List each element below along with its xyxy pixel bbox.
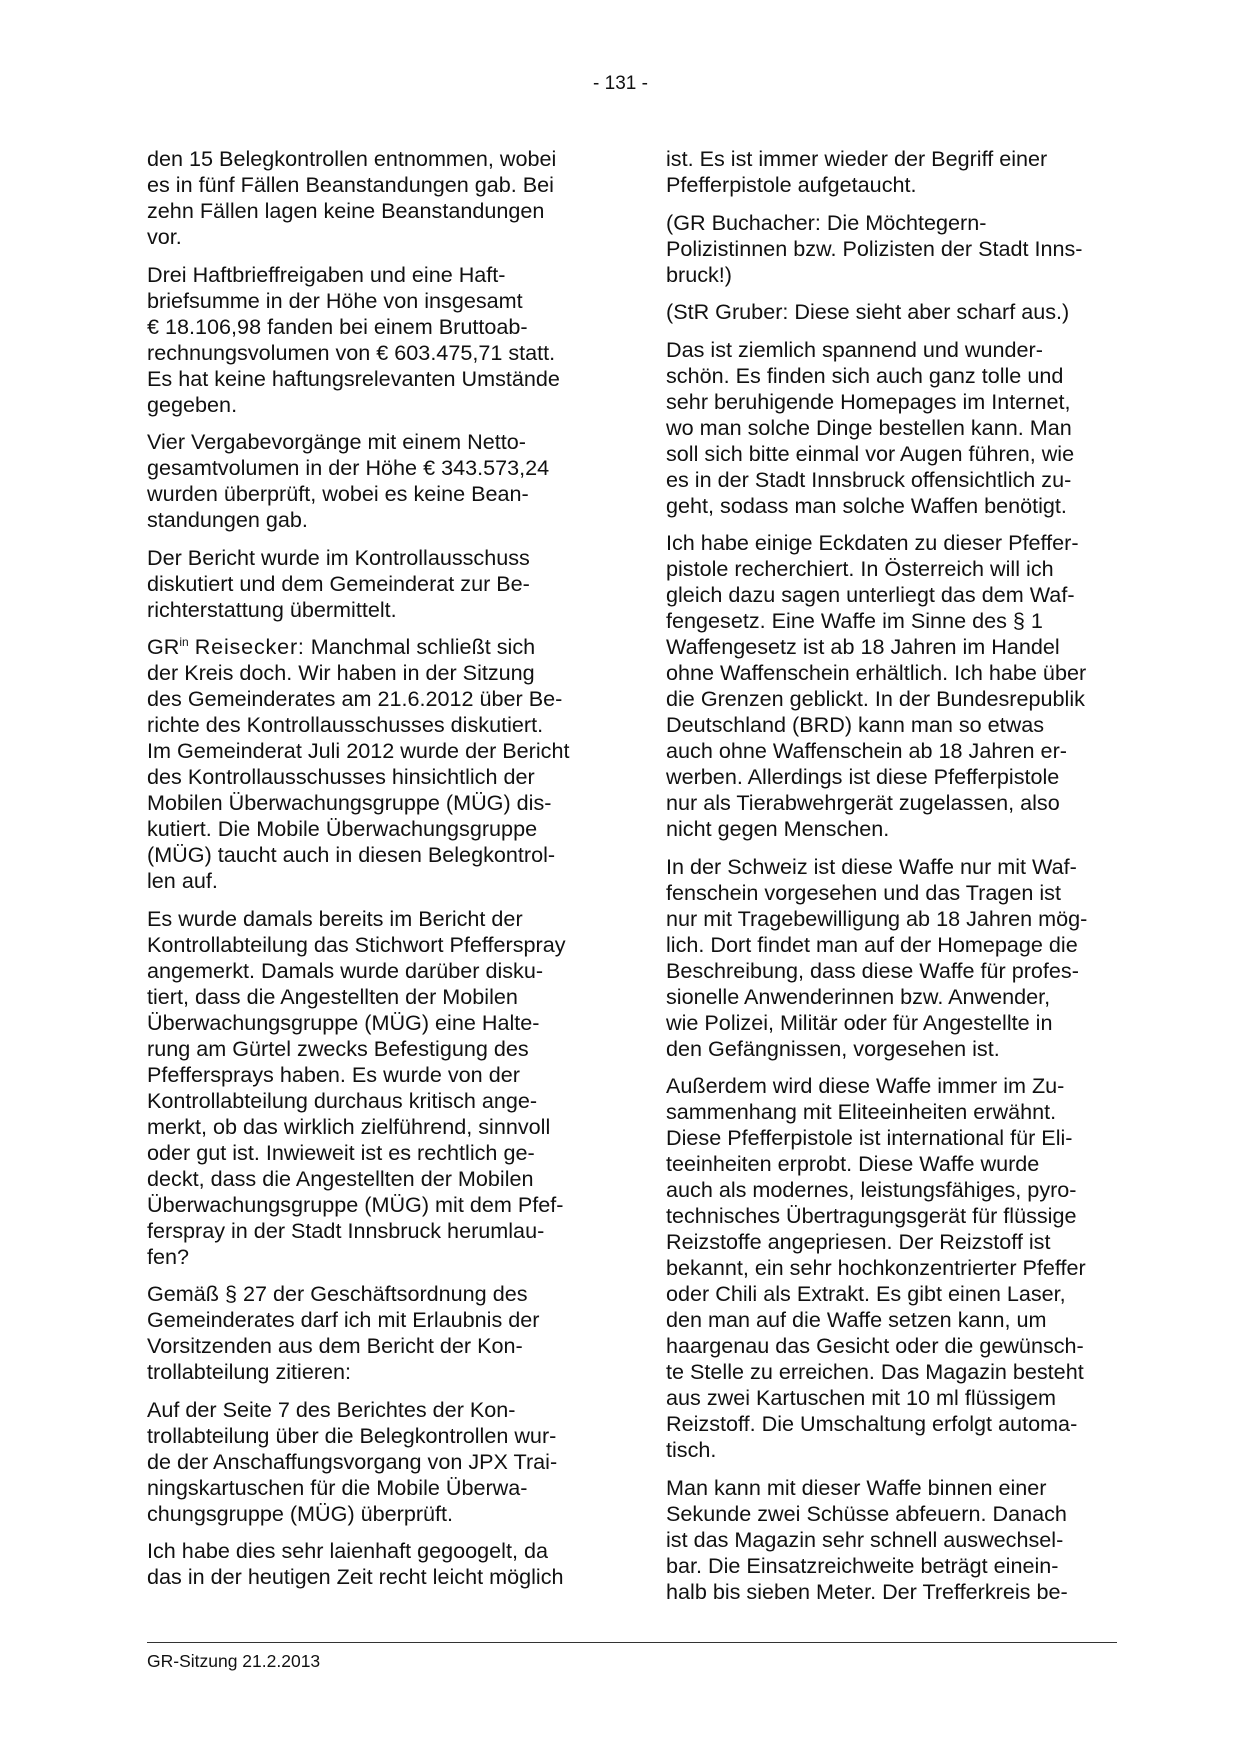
text-line: ferspray in der Stadt Innsbruck herumlau- <box>147 1217 545 1243</box>
paragraph <box>666 1073 1126 1463</box>
text-line: gleich dazu sagen unterliegt das dem Waf- <box>666 582 1075 607</box>
text-line: auch als modernes, leistungsfähiges, pyro- <box>666 1177 1077 1202</box>
text-line: bekannt, ein sehr hochkonzentrierter Pfeffer <box>666 1255 1086 1280</box>
text-line: tisch. <box>666 1437 717 1462</box>
text-line: des Gemeinderates am 21.6.2012 über Be- <box>147 686 563 711</box>
text-line: wie Polizei, Militär oder für Angestellte in <box>666 1009 1053 1035</box>
text-line: schön. Es finden sich auch ganz tolle und <box>666 362 1064 388</box>
text-line: haargenau das Gesicht oder die gewünsch- <box>666 1333 1084 1358</box>
text-line: wo man solche Dinge bestellen kann. Man <box>666 414 1072 440</box>
interjection-paragraph <box>666 210 1126 288</box>
paragraph <box>666 337 1126 519</box>
text-line: Diese Pfefferpistole ist international für Eli- <box>666 1125 1073 1150</box>
text-line: (GR Buchacher: Die Möchtegern- <box>666 209 987 235</box>
text-line: Kontrollabteilung durchaus kritisch ange- <box>147 1087 538 1113</box>
text-line: Sekunde zwei Schüsse abfeuern. Danach <box>666 1500 1067 1526</box>
text-line: fenschein vorgesehen und das Tragen ist <box>666 879 1061 905</box>
text-line: soll sich bitte einmal vor Augen führen, wie <box>666 440 1075 466</box>
text-line: Der Bericht wurde im Kontrollausschuss <box>147 544 530 570</box>
speaker-line <box>147 634 607 660</box>
text-line: rechnungsvolumen von € 603.475,71 statt. <box>147 339 556 365</box>
text-line: Vorsitzenden aus dem Bericht der Kon- <box>147 1333 523 1358</box>
text-line: ist das Magazin sehr schnell auswechsel- <box>666 1526 1064 1552</box>
text-line: Reizstoffe angepriesen. Der Reizstoff ist <box>666 1229 1051 1254</box>
text-line: den 15 Belegkontrollen entnommen, wobei <box>147 146 557 171</box>
text-line: ohne Waffenschein erhältlich. Ich habe über <box>666 660 1087 685</box>
text-line: sammenhang mit Eliteeinheiten erwähnt. <box>666 1099 1057 1124</box>
paragraph <box>147 1397 607 1527</box>
paragraph <box>147 545 607 623</box>
text-line: Auf der Seite 7 des Berichtes der Kon- <box>147 1396 516 1422</box>
text-line: die Grenzen geblickt. In der Bundesrepublik <box>666 686 1085 711</box>
right-column <box>666 146 1126 1616</box>
text-line: bruck!) <box>666 261 732 287</box>
text-line: In der Schweiz ist diese Waffe nur mit Waf- <box>666 853 1077 879</box>
text-line: es in der Stadt Innsbruck offensichtlich zu- <box>666 466 1072 492</box>
text-line: angemerkt. Damals wurde darüber disku- <box>147 957 544 983</box>
left-column <box>147 146 607 1602</box>
text-line: werben. Allerdings ist diese Pfefferpistole <box>666 764 1060 789</box>
footer-divider <box>147 1642 1117 1643</box>
paragraph <box>147 429 607 533</box>
text-line: € 18.106,98 fanden bei einem Bruttoab- <box>147 313 528 339</box>
text-line: trollabteilung zitieren: <box>147 1359 352 1384</box>
text-line: Polizistinnen bzw. Polizisten der Stadt Inns- <box>666 235 1083 261</box>
text-line: oder Chili als Extrakt. Es gibt einen Laser, <box>666 1281 1066 1306</box>
text-line: te Stelle zu erreichen. Das Magazin besteht <box>666 1359 1084 1384</box>
text-line: auch ohne Waffenschein ab 18 Jahren er- <box>666 738 1067 763</box>
text-line: zehn Fällen lagen keine Beanstandungen <box>147 198 545 223</box>
text-line: Das ist ziemlich spannend und wunder- <box>666 336 1043 362</box>
text-line: aus zwei Kartuschen mit 10 ml flüssigem <box>666 1385 1057 1410</box>
text-line: Im Gemeinderat Juli 2012 wurde der Bericht <box>147 738 570 763</box>
text-line: len auf. <box>147 868 218 893</box>
text-line: wurden überprüft, wobei es keine Bean- <box>147 481 529 506</box>
text-line: vor. <box>147 224 182 249</box>
text-line: Vier Vergabevorgänge mit einem Netto- <box>147 429 526 454</box>
text-line: den Gefängnissen, vorgesehen ist. <box>666 1035 1000 1061</box>
text-line: de der Anschaffungsvorgang von JPX Trai- <box>147 1448 558 1474</box>
text-line: lich. Dort findet man auf der Homepage die <box>666 931 1078 957</box>
speaker-name: Reisecker: <box>194 634 305 659</box>
footer-session-label: GR-Sitzung 21.2.2013 <box>147 1651 321 1671</box>
text-line: sionelle Anwenderinnen bzw. Anwender, <box>666 983 1051 1009</box>
text-line: Mobilen Überwachungsgruppe (MÜG) dis- <box>147 790 552 815</box>
text-line: Überwachungsgruppe (MÜG) mit dem Pfef- <box>147 1191 564 1217</box>
text-line: standungen gab. <box>147 507 308 532</box>
text-line: richterstattung übermittelt. <box>147 596 397 622</box>
paragraph <box>147 262 607 418</box>
text-line: bar. Die Einsatzreichweite beträgt einein- <box>666 1552 1059 1578</box>
text-line: rung am Gürtel zwecks Befestigung des <box>147 1035 529 1061</box>
text-line: es in fünf Fällen Beanstandungen gab. Bei <box>147 172 554 197</box>
text-line: Überwachungsgruppe (MÜG) eine Halte- <box>147 1009 540 1035</box>
text-line: gesamtvolumen in der Höhe € 343.573,24 <box>147 455 550 480</box>
text-line: (StR Gruber: Diese sieht aber scharf aus.) <box>666 299 1070 324</box>
text-line: fen? <box>147 1243 190 1269</box>
paragraph <box>666 1475 1126 1605</box>
text-line: Reizstoff. Die Umschaltung erfolgt automa- <box>666 1411 1078 1436</box>
speaker-paragraph <box>147 634 607 894</box>
text-line: briefsumme in der Höhe von insgesamt <box>147 287 523 313</box>
text-line: der Kreis doch. Wir haben in der Sitzung <box>147 660 535 685</box>
text-line: Gemeinderates darf ich mit Erlaubnis der <box>147 1307 540 1332</box>
paragraph <box>147 1538 607 1590</box>
paragraph <box>666 854 1126 1062</box>
page-number: - 131 - <box>593 73 648 94</box>
text-line: sehr beruhigende Homepages im Internet, <box>666 388 1071 414</box>
text-line: Beschreibung, dass diese Waffe für profes- <box>666 957 1079 983</box>
text-line: merkt, ob das wirklich zielführend, sinnvoll <box>147 1113 551 1139</box>
text-line: ningskartuschen für die Mobile Überwa- <box>147 1474 528 1500</box>
text-line: nur als Tierabwehrgerät zugelassen, also <box>666 790 1060 815</box>
text-line: gegeben. <box>147 391 238 417</box>
text-line: deckt, dass die Angestellten der Mobilen <box>147 1165 534 1191</box>
text-line: kutiert. Die Mobile Überwachungsgruppe <box>147 816 538 841</box>
text-line: Ich habe einige Eckdaten zu dieser Pfeffer- <box>666 530 1079 555</box>
text-line: ist. Es ist immer wieder der Begriff einer <box>666 146 1048 171</box>
text-line: des Kontrollausschusses hinsichtlich der <box>147 764 535 789</box>
paragraph <box>147 146 607 250</box>
text-line: Es hat keine haftungsrelevanten Umstände <box>147 365 560 391</box>
text-line: Außerdem wird diese Waffe immer im Zu- <box>666 1073 1065 1098</box>
text-line: pistole recherchiert. In Österreich will ich <box>666 556 1054 581</box>
text-line: Kontrollabteilung das Stichwort Pfefferspray <box>147 931 566 957</box>
text-line: oder gut ist. Inwieweit ist es rechtlich ge- <box>147 1139 535 1165</box>
text-line: technisches Übertragungsgerät für flüssige <box>666 1203 1077 1228</box>
text-line: tiert, dass die Angestellten der Mobilen <box>147 983 518 1009</box>
text-line: das in der heutigen Zeit recht leicht möglich <box>147 1564 564 1589</box>
text-line: trollabteilung über die Belegkontrollen wur- <box>147 1422 557 1448</box>
text-line: nur mit Tragebewilligung ab 18 Jahren mög- <box>666 905 1088 931</box>
speaker-prefix: GR <box>147 634 180 659</box>
text-line: geht, sodass man solche Waffen benötigt. <box>666 492 1067 518</box>
text-line: Es wurde damals bereits im Bericht der <box>147 905 523 931</box>
text-line: Man kann mit dieser Waffe binnen einer <box>666 1474 1047 1500</box>
paragraph <box>147 906 607 1270</box>
paragraph <box>666 146 1126 198</box>
text-line: den man auf die Waffe setzen kann, um <box>666 1307 1047 1332</box>
text-line: Drei Haftbrieffreigaben und eine Haft- <box>147 261 506 287</box>
text-line: Waffengesetz ist ab 18 Jahren im Handel <box>666 634 1060 659</box>
text-line: teeinheiten erprobt. Diese Waffe wurde <box>666 1151 1040 1176</box>
speaker-suffix: in <box>179 634 189 649</box>
text-line: fengesetz. Eine Waffe im Sinne des § 1 <box>666 608 1043 633</box>
text-line: halb bis sieben Meter. Der Trefferkreis be- <box>666 1578 1068 1604</box>
text-line: Pfefferpistole aufgetaucht. <box>666 172 917 197</box>
text-line: chungsgruppe (MÜG) überprüft. <box>147 1500 454 1526</box>
text-line: (MÜG) taucht auch in diesen Belegkontrol- <box>147 842 556 867</box>
speaker-text: Manchmal schließt sich <box>304 634 536 659</box>
text-line: nicht gegen Menschen. <box>666 816 890 841</box>
text-line: diskutiert und dem Gemeinderat zur Be- <box>147 570 530 596</box>
text-line: richte des Kontrollausschusses diskutiert. <box>147 712 544 737</box>
paragraph <box>147 1281 607 1385</box>
paragraph <box>666 530 1126 842</box>
text-line: Pfeffersprays haben. Es wurde von der <box>147 1061 520 1087</box>
text-line: Ich habe dies sehr laienhaft gegoogelt, da <box>147 1538 548 1563</box>
text-line: Gemäß § 27 der Geschäftsordnung des <box>147 1281 528 1306</box>
text-line: Deutschland (BRD) kann man so etwas <box>666 712 1045 737</box>
interjection-paragraph <box>666 299 1126 325</box>
